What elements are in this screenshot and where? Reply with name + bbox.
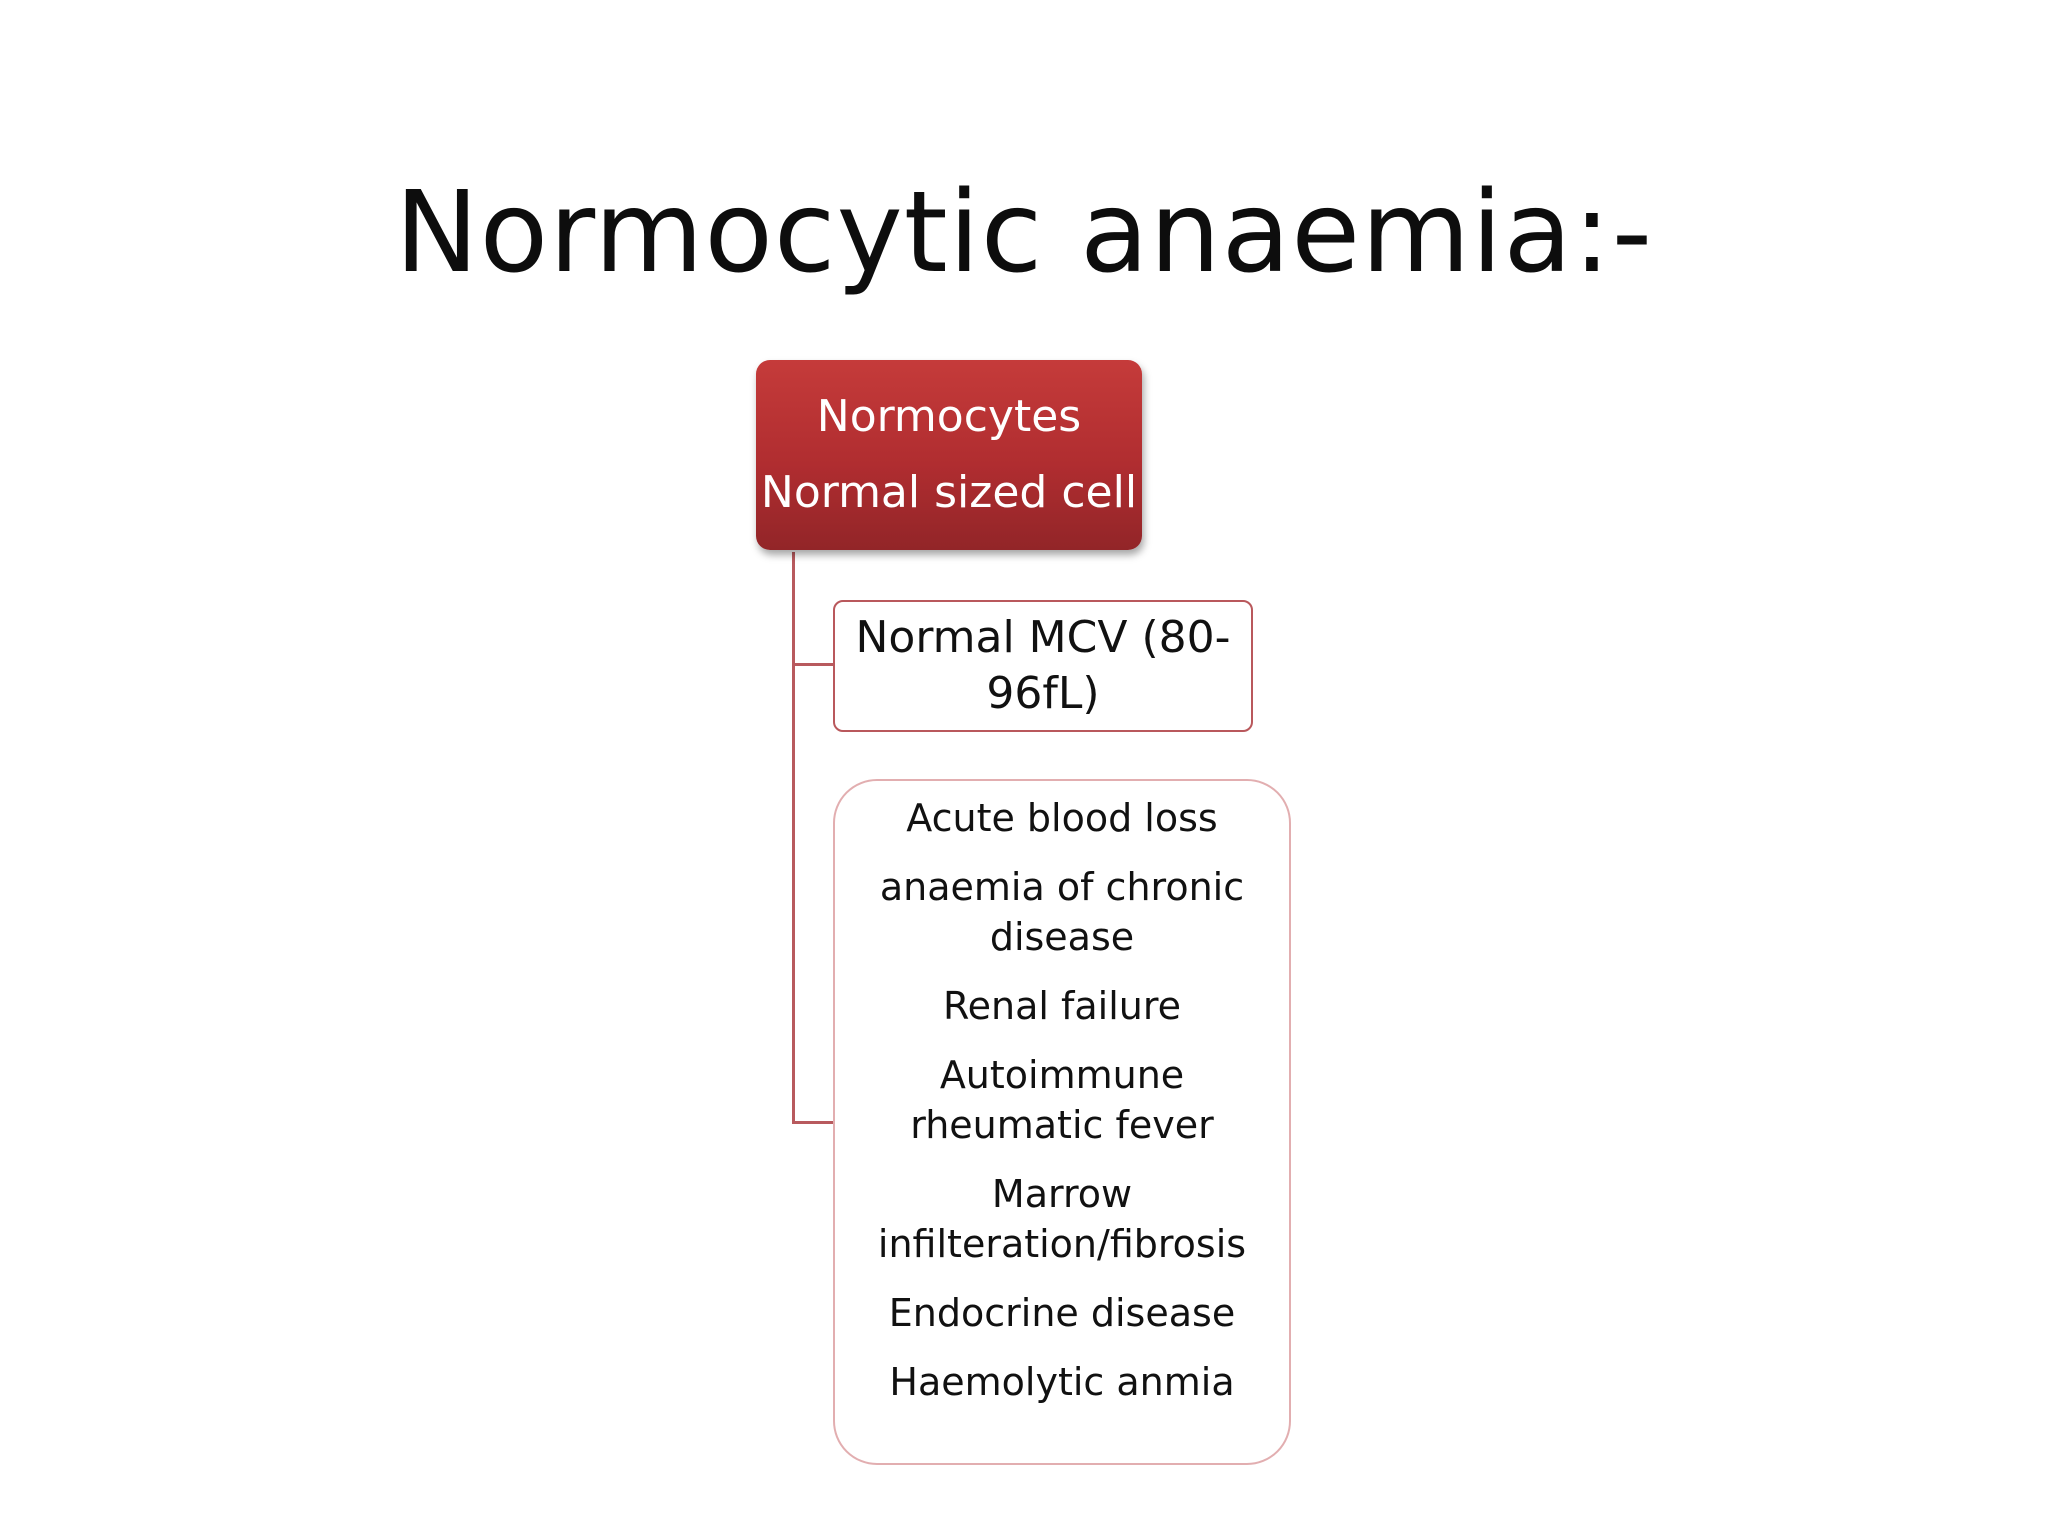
root-node-normocytes — [756, 360, 1142, 550]
mcv-node — [833, 600, 1253, 732]
mcv-node-text: Normal MCV (80-96fL) — [855, 612, 1231, 719]
root-node-line2: Normal sized cell — [760, 467, 1138, 518]
connector-to-mcv-box — [792, 663, 833, 666]
root-node-line1: Normocytes — [816, 391, 1082, 442]
cause-item: Haemolytic anmia — [889, 1360, 1235, 1404]
cause-item: Acute blood loss — [906, 796, 1218, 840]
cause-item: Endocrine disease — [888, 1291, 1236, 1335]
connector-vertical-line — [792, 552, 795, 1124]
cause-item: Marrow infilteration/fibrosis — [877, 1172, 1247, 1266]
cause-item: Renal failure — [942, 984, 1182, 1028]
cause-item: Autoimmune rheumatic fever — [910, 1053, 1214, 1147]
connector-to-causes-box — [792, 1121, 833, 1124]
slide-title: Normocytic anaemia:- — [394, 168, 1654, 298]
causes-node — [833, 779, 1291, 1465]
cause-item: anaemia of chronic disease — [879, 865, 1245, 959]
